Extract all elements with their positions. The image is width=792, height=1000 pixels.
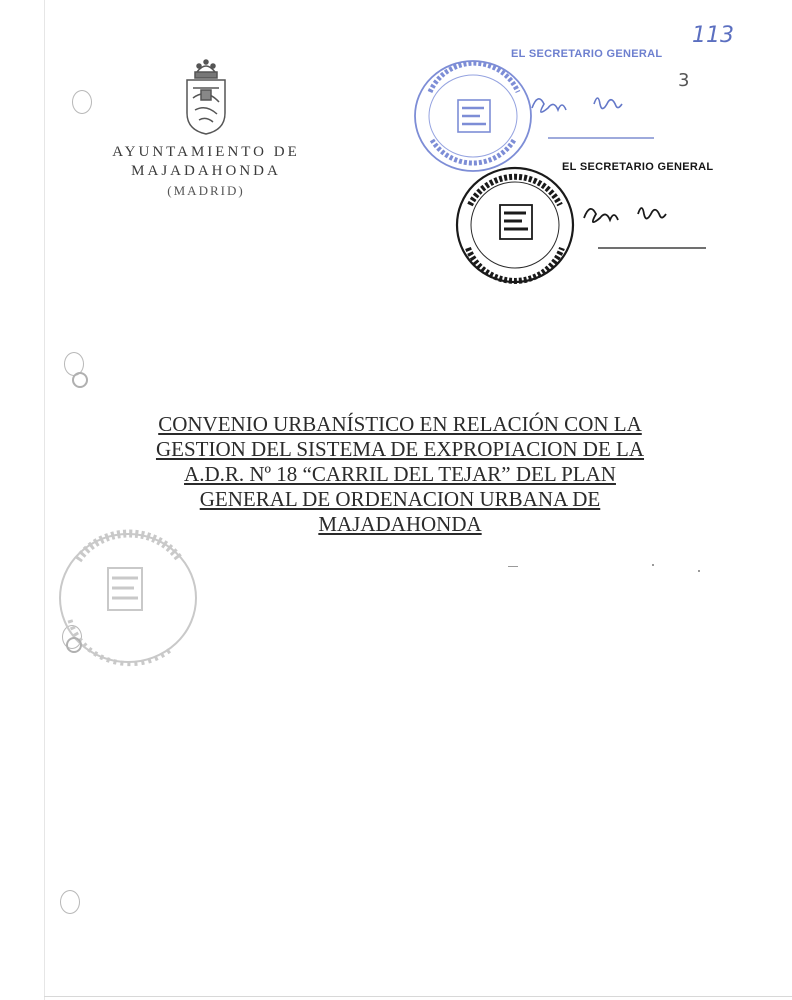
folio-number: 113 [692,23,734,48]
punch-hole-upper-middle [64,352,84,376]
secretary-label-black: EL SECRETARIO GENERAL [562,161,714,173]
title-line-4: GENERAL DE ORDENACION URBANA DE [199,487,601,511]
blue-signature-icon [532,98,654,138]
title-line-2: GESTION DEL SISTEMA DE EXPROPIACION DE LA [155,437,645,461]
blue-seal-icon [415,61,531,171]
scan-speck-marks [508,564,700,572]
title-line-3: A.D.R. Nº 18 “CARRIL DEL TEJAR” DEL PLAN [184,462,616,486]
province-label: (MADRID) [167,183,245,198]
punch-hole-bottom [60,890,80,914]
punch-hole-lower-middle [62,625,82,649]
title-line-5: MAJADAHONDA [318,512,482,536]
municipality-heading [96,143,316,200]
reference-mark: 3 [678,70,690,91]
page-edge-bottom [44,996,792,997]
document-title [130,412,670,537]
black-signature-icon [584,208,706,248]
municipality-line1: AYUNTAMIENTO DE [112,144,300,160]
secretary-label-blue: EL SECRETARIO GENERAL [511,48,663,60]
municipality-line2: MAJADAHONDA [131,163,281,179]
black-seal-icon [457,168,573,282]
title-line-1: CONVENIO URBANÍSTICO EN RELACIÓN CON LA [158,412,642,436]
coat-of-arms-icon [181,58,231,138]
page-edge-left [44,0,45,1000]
punch-hole-top [72,90,92,114]
